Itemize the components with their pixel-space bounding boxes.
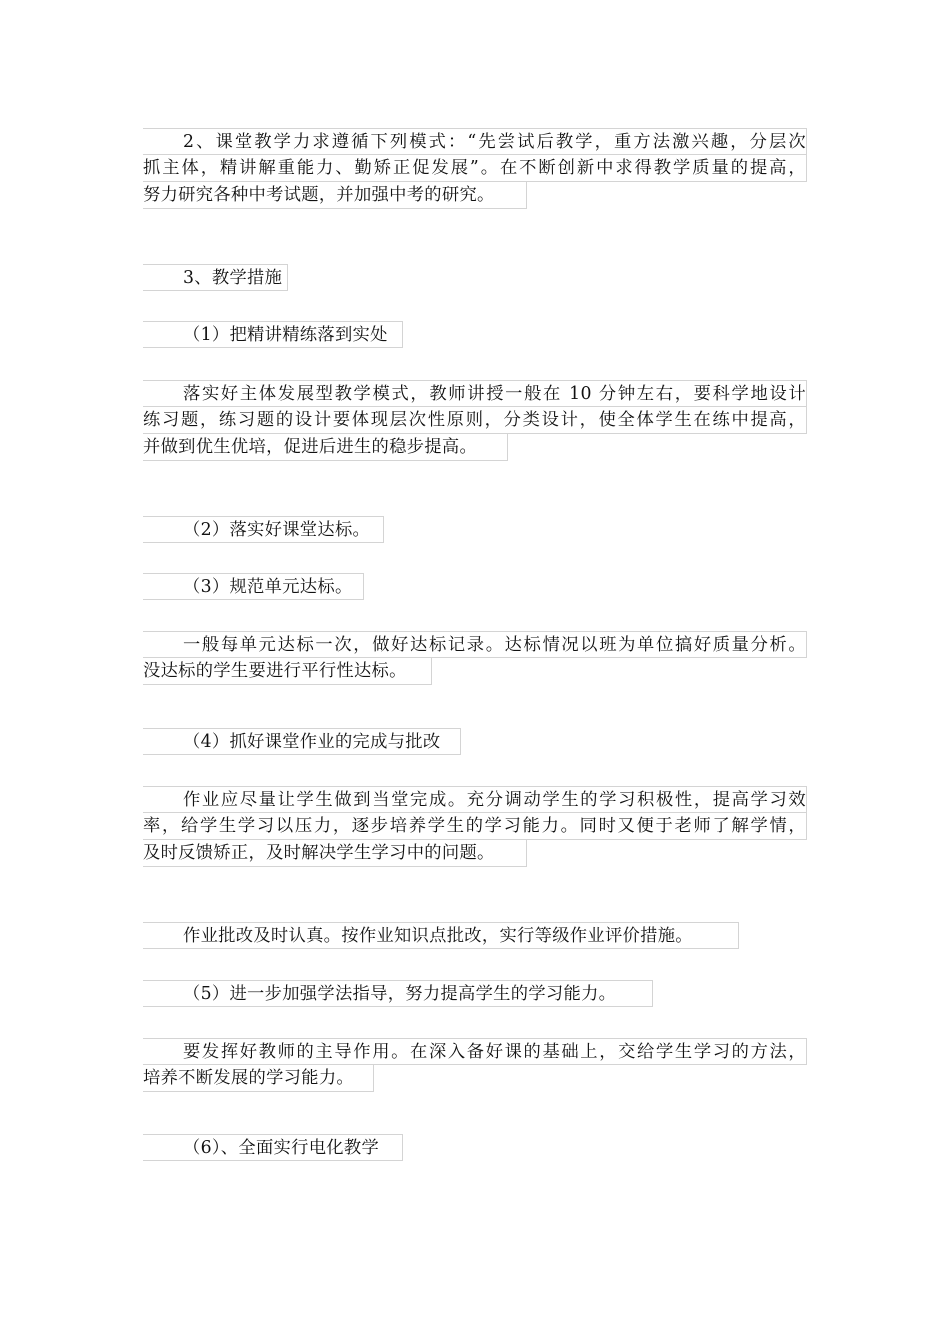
heading-measure-3 xyxy=(143,573,807,600)
heading-measure-4 xyxy=(143,728,807,755)
text-line: 作业批改及时认真。按作业知识点批改，实行等级作业评价措施。 xyxy=(143,922,739,949)
text-line: 2、课堂教学力求遵循下列模式：“先尝试后教学，重方法激兴趣，分层次 xyxy=(143,128,807,155)
text-line: 及时反馈矫正，及时解决学生学习中的问题。 xyxy=(143,840,527,867)
text-line: （5）进一步加强学法指导，努力提高学生的学习能力。 xyxy=(143,980,653,1007)
paragraph-classroom-model xyxy=(143,128,807,209)
text-line: 没达标的学生要进行平行性达标。 xyxy=(143,658,432,685)
paragraph-measure-5 xyxy=(143,1038,807,1092)
text-line: 落实好主体发展型教学模式，教师讲授一般在 10 分钟左右，要科学地设计 xyxy=(143,380,807,407)
paragraph-measure-4 xyxy=(143,786,807,867)
paragraph-homework-grading xyxy=(143,922,807,949)
text-line: （4）抓好课堂作业的完成与批改 xyxy=(143,728,461,755)
text-line: 抓主体，精讲解重能力、勤矫正促发展”。在不断创新中求得教学质量的提高， xyxy=(143,155,807,182)
text-line: （1）把精讲精练落到实处 xyxy=(143,321,403,348)
text-line: 作业应尽量让学生做到当堂完成。充分调动学生的学习积极性，提高学习效 xyxy=(143,786,807,813)
text-line: （6）、全面实行电化教学 xyxy=(143,1134,403,1161)
text-line: 3、教学措施 xyxy=(143,264,288,291)
paragraph-measure-3 xyxy=(143,631,807,685)
text-line: 努力研究各种中考试题，并加强中考的研究。 xyxy=(143,182,527,209)
heading-teaching-measures xyxy=(143,264,807,291)
heading-measure-5 xyxy=(143,980,807,1007)
paragraph-measure-1 xyxy=(143,380,807,461)
text-line: （2）落实好课堂达标。 xyxy=(143,516,384,543)
text-line: 率，给学生学习以压力，逐步培养学生的学习能力。同时又便于老师了解学情， xyxy=(143,813,807,840)
heading-measure-2 xyxy=(143,516,807,543)
text-line: （3）规范单元达标。 xyxy=(143,573,364,600)
text-line: 要发挥好教师的主导作用。在深入备好课的基础上，交给学生学习的方法， xyxy=(143,1038,807,1065)
text-line: 并做到优生优培，促进后进生的稳步提高。 xyxy=(143,434,508,461)
text-line: 练习题，练习题的设计要体现层次性原则，分类设计，使全体学生在练中提高， xyxy=(143,407,807,434)
text-line: 培养不断发展的学习能力。 xyxy=(143,1065,374,1092)
text-line: 一般每单元达标一次，做好达标记录。达标情况以班为单位搞好质量分析。 xyxy=(143,631,807,658)
heading-measure-1 xyxy=(143,321,807,348)
heading-measure-6 xyxy=(143,1134,807,1161)
